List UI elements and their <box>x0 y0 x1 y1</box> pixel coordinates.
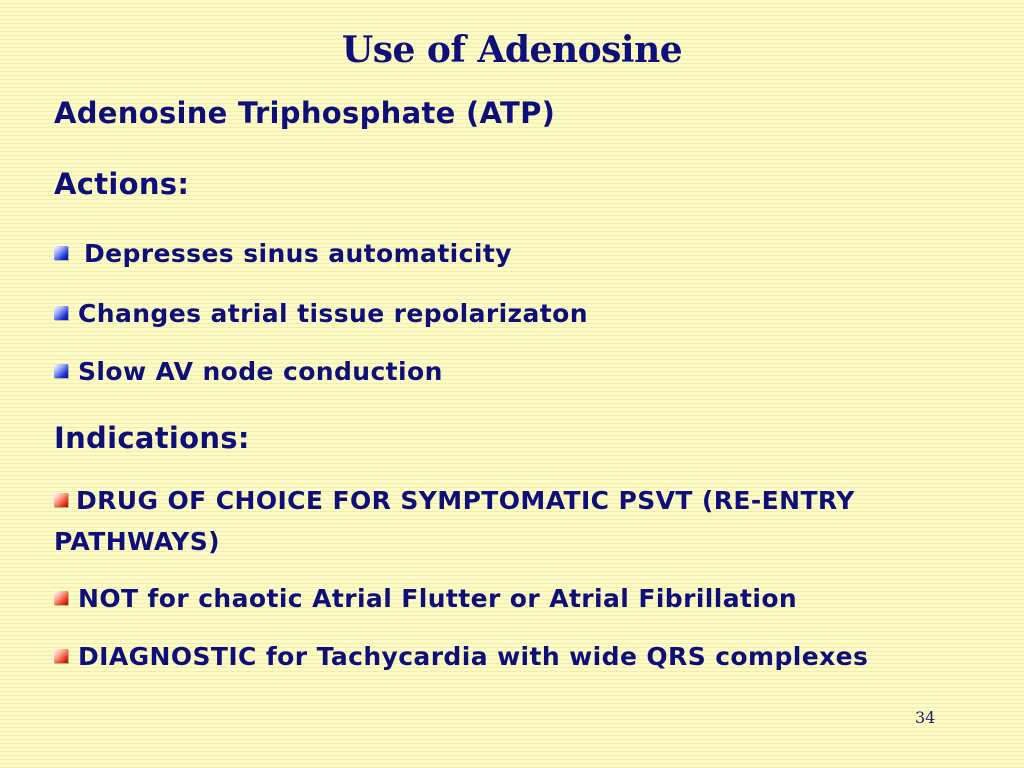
page-number: 34 <box>915 708 936 727</box>
red-square-bullet-icon <box>54 591 68 605</box>
action-item <box>54 238 512 270</box>
blue-square-bullet-icon <box>54 246 68 260</box>
indication-item <box>54 480 984 562</box>
action-item <box>54 356 443 388</box>
blue-square-bullet-icon <box>54 364 68 378</box>
action-item-text: Slow AV node conduction <box>78 357 443 386</box>
action-item-text: Depresses sinus automaticity <box>84 239 512 268</box>
action-item-text: Changes atrial tissue repolarizaton <box>78 299 588 328</box>
indication-item <box>54 583 797 615</box>
slide-subtitle: Adenosine Triphosphate (ATP) <box>54 96 556 130</box>
indications-heading: Indications: <box>54 421 250 455</box>
indication-item <box>54 641 868 673</box>
red-square-bullet-icon <box>54 493 68 507</box>
action-item <box>54 298 588 330</box>
indication-item-text: DIAGNOSTIC for Tachycardia with wide QRS complexes <box>78 642 869 671</box>
slide-title: Use of Adenosine <box>341 29 683 71</box>
indication-item-text: DRUG OF CHOICE FOR SYMPTOMATIC PSVT (RE-ENTRY PATHWAYS) <box>54 486 855 556</box>
blue-square-bullet-icon <box>54 306 68 320</box>
red-square-bullet-icon <box>54 649 68 663</box>
indication-item-text: NOT for chaotic Atrial Flutter or Atrial Fibrillation <box>78 584 798 613</box>
actions-heading: Actions: <box>54 167 190 201</box>
